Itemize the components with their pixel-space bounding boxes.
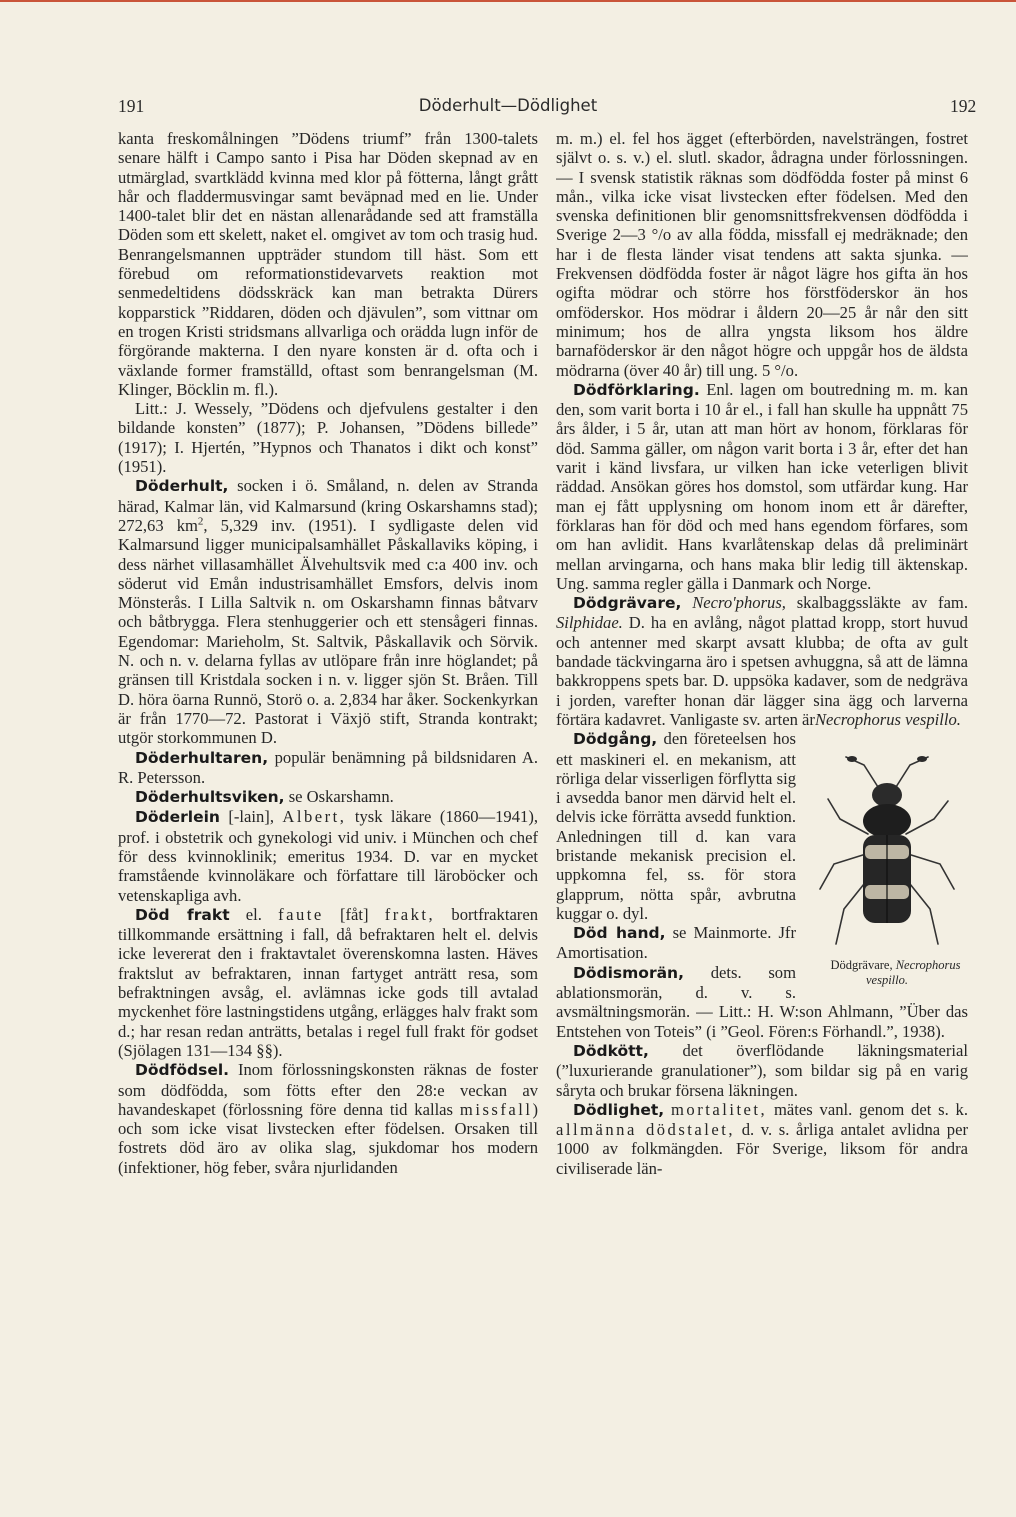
entry-dodlighet bbox=[556, 1100, 968, 1178]
entry-text: Enl. lagen om boutredning m. m. kan den, som varit borta i 10 år el., i fall han skulle ha uppnått 75 års ålder, i 5 år, utan att man hört av honom, förklaras för död. Samma gäller, om någon varit borta i 3 år, efter det han varit i känd livsfara, ur vilken han icke veterligen blivit räddad. Ansökan göres hos domstol, som utfärdar kung. Har man ej fått upplysning om honom inom ett år därefter, förklaras han för död och med hans egendom förfares, som om han avlidit. Hans kvarlåtenskap delas då preliminärt mellan arvingarna, och hans maka blir ledig till äktenskap. Ung. samma regler gälla i Danmark och Norge. bbox=[556, 379, 968, 593]
pronunciation: [-lain], bbox=[228, 807, 274, 827]
dodfodsel-continued: m. m.) el. fel hos ägget (efterbörden, navelsträngen, fostret självt o. s. v.) el. slutl. skador, ådragna under förlossningen. — I svensk statistik räknas som dödfödda foster på minst 6 mån., vilka icke visat livstecken efter födelsen. Med den svenska definitionen blir genomsnittsfrekvensen dödfödda i Sverige 2—3 °/o av alla födda, missfall ej medräknade; den har i de flesta länder visat tendens att sakta sjunka. — Frekvensen dödfödda foster är något lägre hos gifta än hos ogifta mödrar och större hos förstföderskor än hos omföderskor. Hos mödrar i åldern 20—25 år når den sitt minimum; hos de allra yngsta liksom hos äldre barnaföderskor är den något högre och uppgår hos de äldsta mödrarna (över 40 år) till ung. 5 °/o. bbox=[556, 129, 968, 380]
superscript: 2 bbox=[197, 515, 204, 528]
pronunciation: [fåt] bbox=[339, 904, 369, 924]
entry-text: ) och som icke visat livstecken efter födelsen. Orsaken till fostrets död äro av olika slag, sjukdomar hos modern (infektioner, hög feber, svåra njurlidanden bbox=[118, 1099, 538, 1177]
headword: Döderhultaren, bbox=[135, 748, 269, 767]
headword: Döderlein bbox=[135, 808, 220, 827]
beetle-illustration bbox=[806, 739, 968, 954]
given-name: Albert, bbox=[282, 807, 347, 827]
entry-text: det överflödande läkningsmaterial (”luxurierande granulationer”), som bildar sig på en varig såryta och brukar försena läkningen. bbox=[556, 1040, 968, 1100]
spaced-term: faute bbox=[278, 904, 324, 924]
entry-text: socken i ö. Småland, n. delen av Stranda härad, Kalmar län, vid Kalmarsund (kring Oskarshamns stad); 272,63 km bbox=[118, 476, 538, 535]
headword: Dödlighet, bbox=[573, 1100, 665, 1119]
spaced-term: missfall bbox=[459, 1099, 533, 1119]
headword: Dödfödsel. bbox=[135, 1061, 230, 1080]
entry-text: skalbaggssläkte av fam. bbox=[796, 593, 968, 613]
spaced-term: allmänna dödstalet, bbox=[556, 1120, 736, 1140]
entry-text: D. ha en avlång, något plattad kropp, stort huvud och antenner med skarpt avsatt klubba; de ofta av gult bandade täckvingarna äro i spetsen avhuggna, så att de lämna bakkroppens spets bar. D. uppsöka kadaver, som de nedgräva i jorden, varefter honan där lägger sina ägg och larverna förtära kadavret. Vanligaste sv. arten är bbox=[556, 613, 968, 729]
headword: Dödgrävare, bbox=[573, 594, 682, 613]
entry-doderhult bbox=[118, 476, 538, 747]
entry-text: populär benämning på bildsnidaren A. R. Petersson. bbox=[118, 747, 538, 787]
running-head: Döderhult—Dödlighet bbox=[418, 96, 598, 115]
headword: Döderhult, bbox=[135, 477, 229, 496]
entry-text: tysk läkare (1860—1941), prof. i obstetrik och gynekologi vid univ. i München och chef för dess kvinnoklinik; emeritus 1934. D. var en mycket framstående kvinnoläkare och författare till läroböcker och vetenskapliga avh. bbox=[118, 807, 538, 905]
caption-latin: Necrophorus vespillo. bbox=[865, 958, 961, 987]
entry-doderhultaren bbox=[118, 748, 538, 788]
litt-paragraph: Litt.: J. Wessely, ”Dödens och djefvulens gestalter i den bildande konsten” (1877); P. Johansen, ”Dödens billede” (1917); I. Hjertén, ”Hypnos och Thanatos i dikt och konst” (1951). bbox=[118, 399, 538, 477]
top-edge-line bbox=[0, 0, 1016, 2]
entry-dod-frakt bbox=[118, 905, 538, 1060]
left-column bbox=[118, 129, 538, 1404]
caption-text: Dödgrävare, bbox=[830, 958, 893, 973]
entry-doderhultsviken bbox=[118, 787, 538, 807]
headword: Döderhultsviken, bbox=[135, 788, 285, 807]
entry-dodforklaring bbox=[556, 380, 968, 593]
right-column bbox=[556, 129, 968, 1404]
headword: Död frakt bbox=[135, 905, 230, 924]
right-page-number: 192 bbox=[950, 96, 977, 116]
entry-text: se Mainmorte. Jfr Amortisation. bbox=[556, 923, 796, 963]
headword: Dödkött, bbox=[573, 1041, 649, 1060]
entry-text: bortfraktaren tillkommande ersättning i fall, då befraktaren helt el. delvis icke levererat den i fraktavtalet överenskomna lasten. Häves fraktslut av befraktaren, innan fartyget anträtt resa, som befraktningen avsåg, el. avlämnas icke gods till avtalad myckenhet före lastningstidens utgång, erlägges halv frakt som d.; har resan redan anträtts, betalas i regel full frakt för godset (Sjölagen 131—134 §§). bbox=[118, 904, 538, 1060]
entry-text: d. v. s. årliga antalet avlidna per 1000 av folkmängden. För Sverige, liksom för andra civiliserade län- bbox=[556, 1120, 968, 1178]
headword: Dödgång, bbox=[573, 730, 658, 749]
latin-name: Silphidae. bbox=[556, 613, 623, 633]
dodens-triumf-paragraph: kanta freskomålningen ”Dödens triumf” från 1300-talets senare hälft i Campo santo i Pisa har Döden skepnad av en utmärglad, svartklädd kvinna med klor på fötterna, långt grått hår och fladdermusvingar samt beväpnad med en lie. Under 1400-talet blir det en nästan allenarådande sed att framställa Döden som ett skelett, naket el. omgivet av tom och trasig hud. Benrangelsmannen uppträder stundom till häst. Som ett förebud om reformationstidevarvets reaktion mot senmedeltidens dödsskräck kan man betrakta Dürers kopparstick ”Riddaren, döden och djävulen”, som vittnar om en trogen Kristi stridsmans allvarliga och orädda lugn inför de förgörande makterna. I den nyare konsten är d. ofta och i växlande former framställd, oftast som benrangelsman (M. Klinger, Böcklin m. fl.). bbox=[118, 129, 538, 399]
entry-dodkott bbox=[556, 1041, 968, 1100]
entry-text: se Oskarshamn. bbox=[288, 787, 394, 807]
latin-name: Necrophorus vespillo. bbox=[814, 709, 961, 729]
spaced-term: mortalitet, bbox=[671, 1099, 768, 1119]
entry-dodfodsel bbox=[118, 1060, 538, 1177]
entry-text: mätes vanl. genom det s. k. bbox=[774, 1099, 968, 1119]
left-page-number: 191 bbox=[118, 96, 145, 116]
entry-text: Inom förlossningskonsten räknas de foster som dödfödda, som fötts efter den 28:e veckan av havandeskapet (förlossning före denna tid kallas bbox=[118, 1060, 538, 1119]
entry-doderlein bbox=[118, 807, 538, 904]
headword: Dödförklaring. bbox=[573, 380, 700, 399]
entry-text: den företeelsen hos ett maskineri el. en mekanism, att rörliga delar visserligen förflytta sig i avsedda banor men därvid helt el. delvis icke förrätta avsedd funktion. Anledningen till d. kan vara bristande mekanisk precision el. uppkomna fel, ss. för stora glapprum, nötta spår, avbrutna kuggar o. dyl. bbox=[556, 729, 796, 923]
beetle-figure bbox=[806, 739, 968, 987]
headword: Död hand, bbox=[573, 924, 666, 943]
headword: Dödismorän, bbox=[573, 963, 684, 982]
figure-caption bbox=[806, 958, 968, 987]
entry-text: el. bbox=[245, 904, 262, 924]
entry-text: dets. som ablationsmorän, d. v. s. avsmältningsmorän. — Litt.: H. W:son Ahlmann, ”Über das Entstehen von Toteis” (i ”Geol. Fören:s Förhandl.”, 1938). bbox=[556, 962, 968, 1041]
latin-name: Necro'phorus, bbox=[692, 593, 786, 613]
spaced-term: frakt, bbox=[384, 904, 436, 924]
entry-text: , 5,329 inv. (1951). I sydligaste delen vid Kalmarsund ligger municipalsamhället Påskallaviks köping, i dess närhet villasamhället Älvehultsvik med c:a 400 inv. och söderut vid Emån industrisamhället Emsfors, delvis inom Mönsterås. I Lilla Saltvik n. om Oskarshamn finnas båtvarv och båtbrygga. Flera stenhuggerier och ett stensågeri finnas. Egendomar: Marieholm, St. Saltvik, Påskallavik och Sörvik. N. och n. v. delarna fyllas av utlöpare från inre höglandet; på gränsen till Kristdala socken i n. v. ligger sjön St. Bråen. Till D. höra öarna Runnö, Storö o. a. 2,834 har åker. Sockenkyrkan är från 1770—72. Pastorat i Växjö stift, Stranda kontrakt; utgör storkommunen D. bbox=[118, 515, 538, 748]
